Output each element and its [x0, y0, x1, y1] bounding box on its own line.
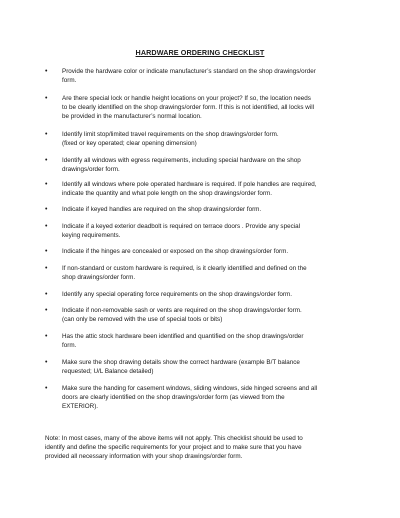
checklist-item-text: Identify all windows where pole operated hardware is required. If pole handles are required, indicate the quantity and what pole length on the shop drawings/order form. [62, 181, 317, 198]
bullet-icon: • [45, 223, 48, 230]
checklist-item-text: Make sure the handing for casement windows, sliding windows, side hinged screens and all doors are clearly identified on the shop drawings/order form (as viewed from the EXTERIOR). [62, 385, 318, 411]
bullet-icon: • [45, 157, 48, 164]
bullet-icon: • [45, 333, 48, 340]
bullet-icon: • [45, 359, 48, 366]
checklist-item-text: Identify limit stop/limited travel requirements on the shop drawings/order form. (fixed or key operated; clear opening dimension) [62, 131, 279, 148]
bullet-icon: • [45, 95, 48, 102]
checklist-item-text: Identify all windows with egress requirements, including special hardware on the shop drawings/order form. [62, 157, 301, 174]
checklist-item-text: Indicate if keyed handles are required on the shop drawings/order form. [62, 206, 262, 213]
bullet-icon: • [45, 248, 48, 255]
checklist-item-text: Identify any special operating force requirements on the shop drawings/order form. [62, 291, 292, 298]
checklist-item-text: Indicate if a keyed exterior deadbolt is required on terrace doors . Provide any special keying requirements. [62, 223, 301, 240]
closing-note: Note: In most cases, many of the above items will not apply. This checklist should be used to identify and define the specific requirements for your project and to make sure that you have provided all necessary information with your shop drawings/order form. [45, 435, 303, 461]
bullet-icon: • [45, 206, 48, 213]
bullet-icon: • [45, 307, 48, 314]
bullet-icon: • [45, 181, 48, 188]
checklist-item-text: If non-standard or custom hardware is required, is it clearly identified and defined on the shop drawings/order form. [62, 265, 307, 282]
checklist-item-text: Indicate if non-removable sash or vents are required on the shop drawings/order form. (can only be removed with the use of special tools or bits) [62, 307, 302, 324]
checklist-item-text: Make sure the shop drawing details show the correct hardware (example B/T balance requested; U/L Balance detailed) [62, 359, 300, 376]
checklist-item-text: Provide the hardware color or indicate manufacturer’s standard on the shop drawings/order form. [62, 68, 316, 85]
bullet-icon: • [45, 131, 48, 138]
bullet-icon: • [45, 291, 48, 298]
checklist-item-text: Are there special lock or handle height locations on your project? If so, the location needs to be clearly identified on the shop drawings/order form. If this is not identified, all locks will be provided in the manufacturer’s normal location. [62, 95, 314, 121]
bullet-icon: • [45, 265, 48, 272]
bullet-icon: • [45, 68, 48, 75]
checklist-item-text: Has the attic stock hardware been identified and quantified on the shop drawings/order form. [62, 333, 304, 350]
bullet-icon: • [45, 385, 48, 392]
checklist-item-text: Indicate if the hinges are concealed or exposed on the shop drawings/order form. [62, 248, 289, 255]
document-title: HARDWARE ORDERING CHECKLIST [135, 48, 265, 57]
